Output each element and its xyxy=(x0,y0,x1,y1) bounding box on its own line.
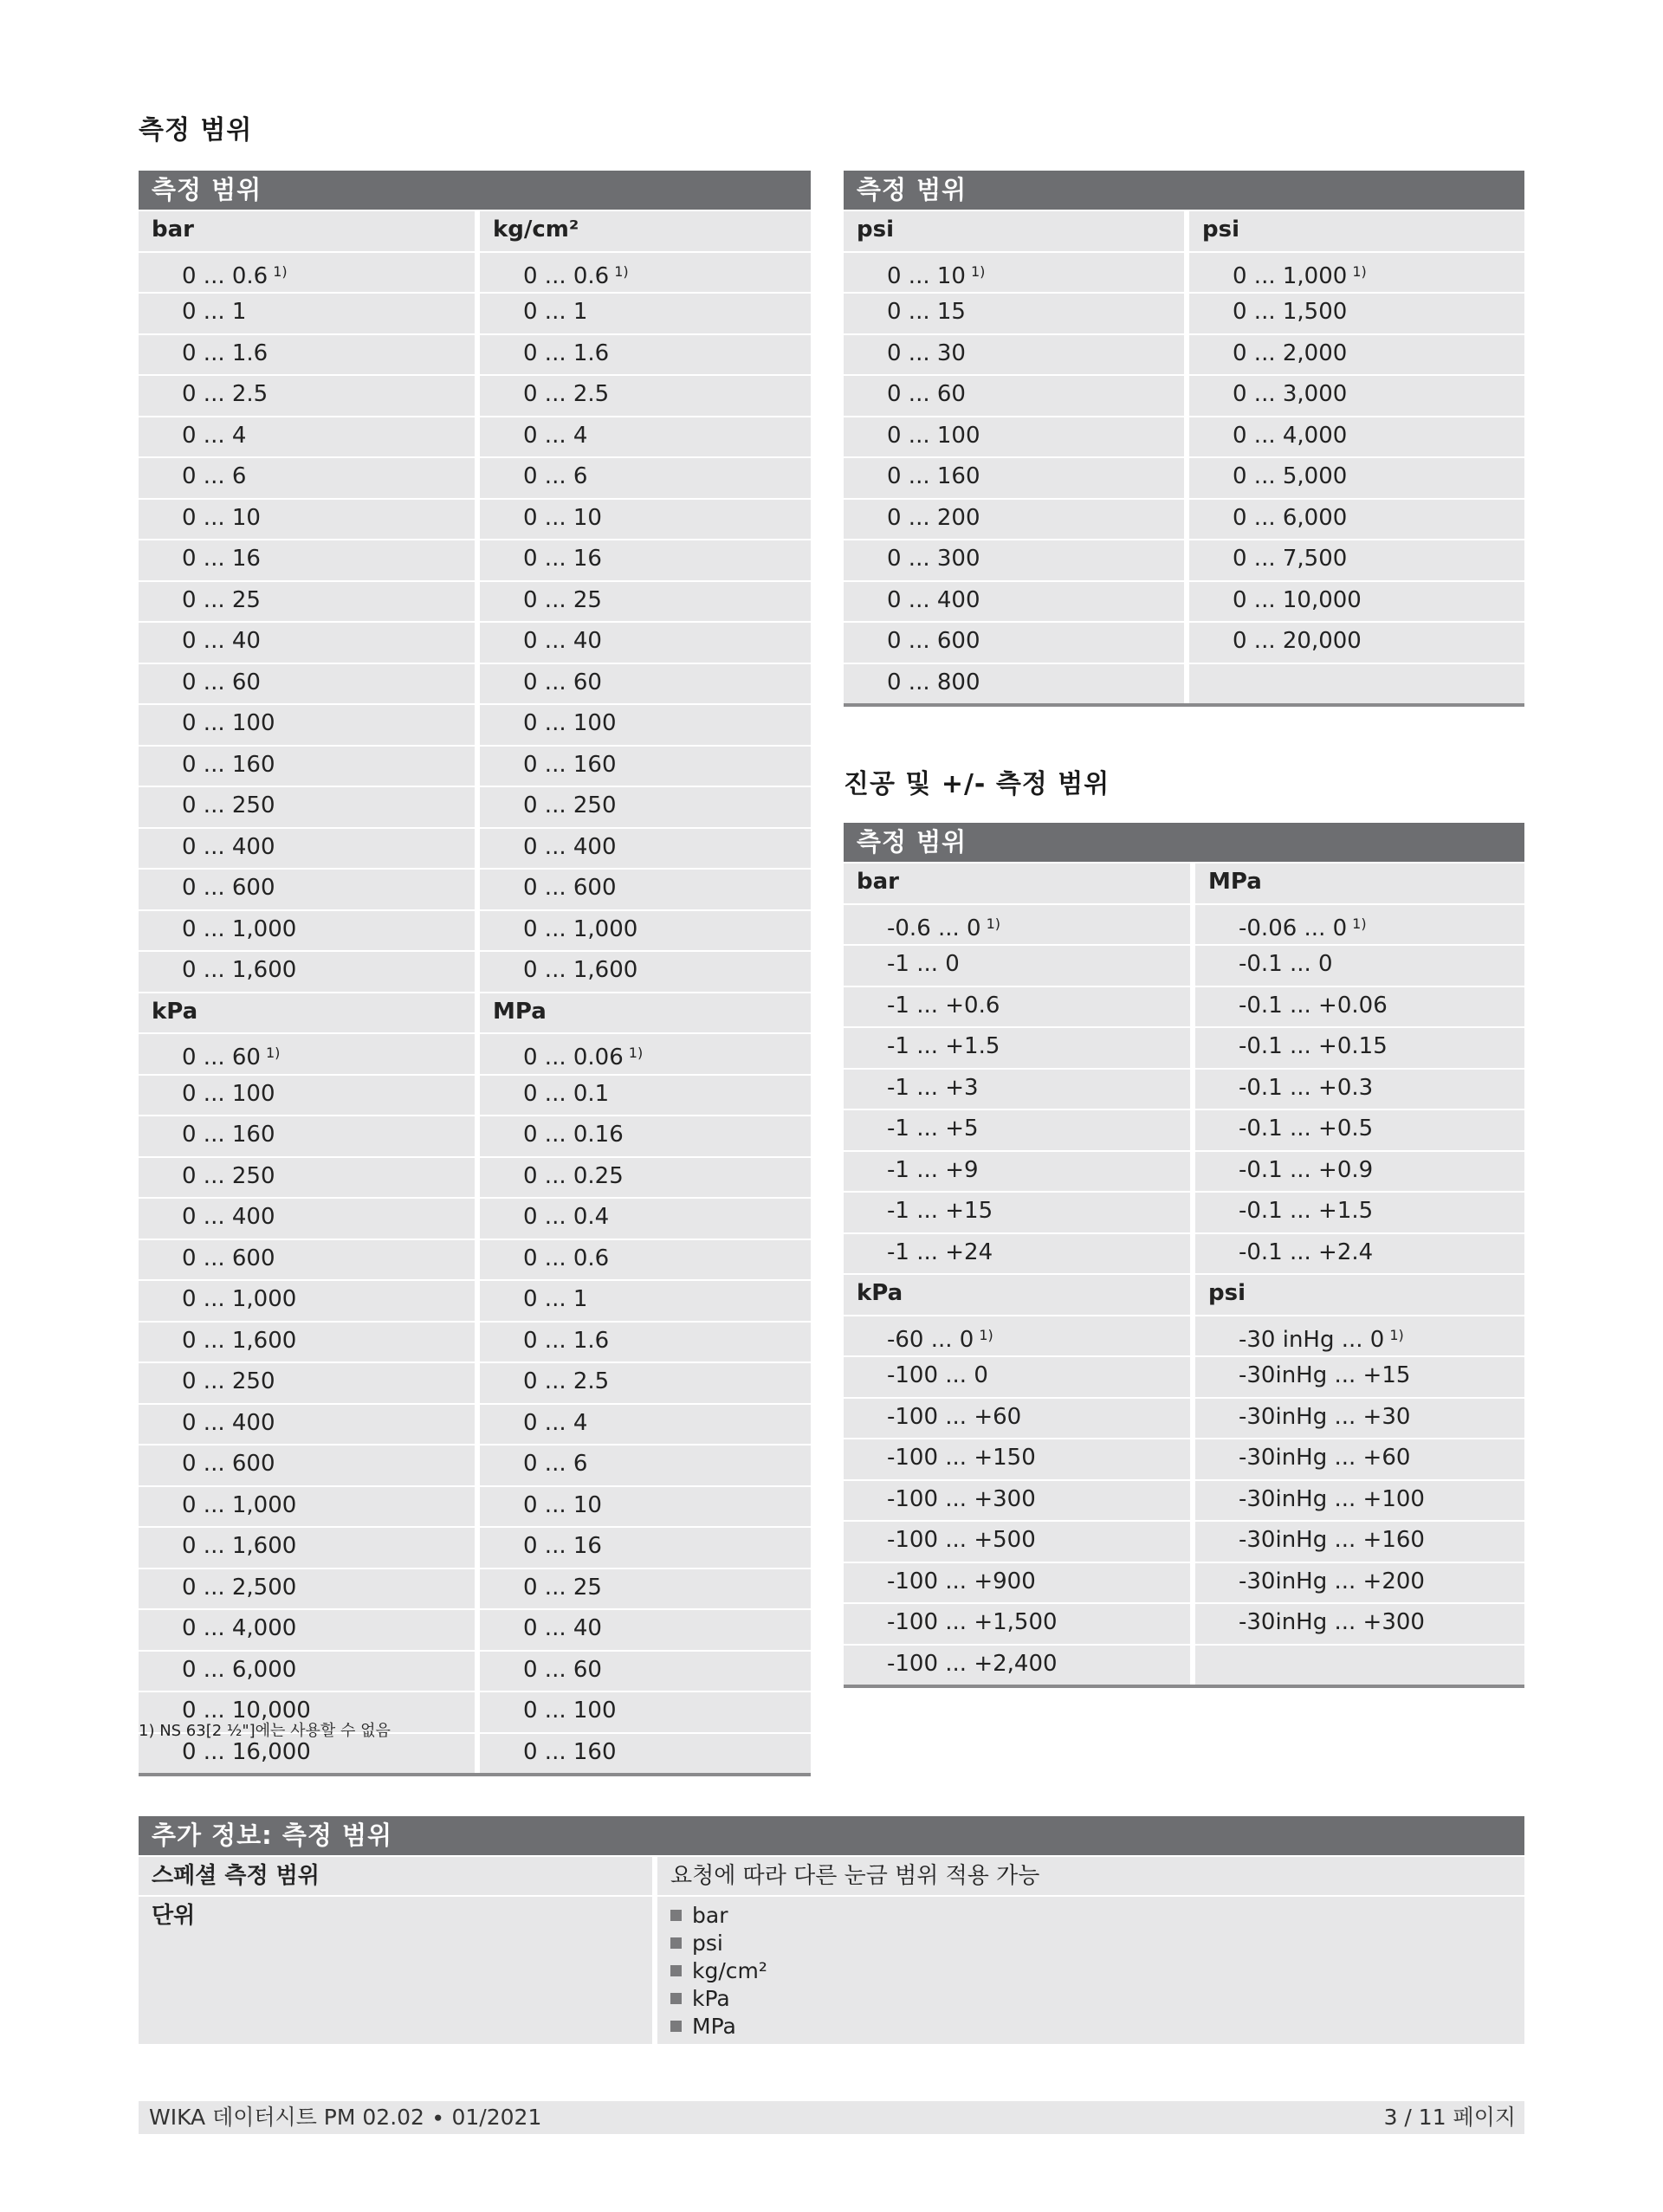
table-row xyxy=(844,986,1524,1027)
range-cell-secondary: -30inHg ... +15 xyxy=(1190,1357,1524,1397)
range-cell-primary: -0.6 ... 0 $^{1)}$ xyxy=(844,905,1190,945)
range-cell-primary: -1 ... +24 xyxy=(844,1234,1190,1274)
range-cell-secondary: 0 ... 16 xyxy=(475,540,811,580)
range-cell-secondary: 0 ... 60 xyxy=(475,1652,811,1691)
table-row xyxy=(844,903,1524,945)
range-cell-secondary: 0 ... 160 xyxy=(475,747,811,786)
footnote-marker: 1) xyxy=(1352,915,1367,932)
range-cell-primary: -60 ... 0 $^{1)}$ xyxy=(844,1316,1190,1356)
table-row xyxy=(844,292,1524,333)
unit-header-row xyxy=(139,210,811,251)
table-row xyxy=(139,498,811,540)
table-row xyxy=(139,333,811,375)
range-cell-secondary: 0 ... 5,000 xyxy=(1184,458,1524,498)
range-cell-primary: -1 ... 0 xyxy=(844,946,1190,986)
range-cell-primary: 0 ... 160 xyxy=(139,747,475,786)
range-cell-primary: -100 ... +150 xyxy=(844,1439,1190,1479)
table-row xyxy=(139,1074,811,1116)
unit-label-bar: bar xyxy=(139,211,475,251)
range-cell-primary: -1 ... +0.6 xyxy=(844,987,1190,1027)
range-cell-primary: 0 ... 1 xyxy=(139,294,475,333)
range-cell-primary: 0 ... 100 xyxy=(844,417,1184,457)
table-row xyxy=(844,251,1524,293)
table-row xyxy=(139,745,811,786)
table-row xyxy=(844,1026,1524,1068)
range-cell-primary: 0 ... 600 xyxy=(139,1240,475,1280)
table-header: 측정 범위 xyxy=(844,823,1524,862)
range-cell-secondary: -30inHg ... +60 xyxy=(1190,1439,1524,1479)
range-cell-primary: 0 ... 250 xyxy=(139,1158,475,1198)
table-row xyxy=(139,1650,811,1691)
range-cell-secondary: 0 ... 1 xyxy=(475,1281,811,1321)
table-row xyxy=(844,456,1524,498)
table-row xyxy=(139,539,811,580)
range-cell-primary: 0 ... 400 xyxy=(844,582,1184,622)
range-cell-secondary: 0 ... 2.5 xyxy=(475,1363,811,1403)
table-row xyxy=(844,498,1524,540)
range-cell-secondary: 0 ... 100 xyxy=(475,705,811,745)
table-row xyxy=(139,1239,811,1280)
range-cell-secondary: 0 ... 1.6 xyxy=(475,335,811,375)
footnote: 1) NS 63[2 ½"]에는 사용할 수 없음 xyxy=(139,1722,391,1740)
table-row xyxy=(139,1568,811,1609)
table-row xyxy=(139,827,811,869)
range-cell-secondary: 0 ... 2,000 xyxy=(1184,335,1524,375)
range-cell-secondary: 0 ... 0.06 $^{1)}$ xyxy=(475,1034,811,1074)
table-header: 측정 범위 xyxy=(139,171,811,210)
range-cell-primary: 0 ... 15 xyxy=(844,294,1184,333)
range-cell-secondary: 0 ... 1 xyxy=(475,294,811,333)
range-cell-secondary xyxy=(1184,664,1524,704)
table-row xyxy=(844,580,1524,622)
range-cell-secondary: 0 ... 1.6 xyxy=(475,1323,811,1362)
table-row xyxy=(139,950,811,992)
table-row xyxy=(844,1438,1524,1479)
table-body xyxy=(844,251,1524,704)
range-cell-secondary: 0 ... 60 xyxy=(475,664,811,704)
unit-header-row xyxy=(844,1273,1524,1315)
range-cell-secondary: -0.1 ... +0.15 xyxy=(1190,1028,1524,1068)
range-cell-primary: 0 ... 600 xyxy=(139,870,475,909)
table-row xyxy=(139,703,811,745)
range-cell-primary: 0 ... 4,000 xyxy=(139,1610,475,1650)
range-cell-secondary: 0 ... 16 xyxy=(475,1528,811,1568)
range-cell-secondary: -30inHg ... +300 xyxy=(1190,1604,1524,1644)
table-bottom-rule xyxy=(844,1685,1524,1688)
range-cell-primary: 0 ... 10 xyxy=(139,500,475,540)
range-cell-primary: 0 ... 400 xyxy=(139,1405,475,1445)
footnote-marker: 1) xyxy=(986,915,1001,932)
range-cell-primary: 0 ... 100 xyxy=(139,1076,475,1116)
square-bullet-icon xyxy=(670,1993,682,2004)
range-cell-secondary: 0 ... 4,000 xyxy=(1184,417,1524,457)
square-bullet-icon xyxy=(670,1965,682,1976)
table-row xyxy=(844,1644,1524,1685)
units-label: 단위 xyxy=(139,1897,652,2044)
range-cell-secondary: 0 ... 3,000 xyxy=(1184,376,1524,416)
table-row xyxy=(139,1444,811,1485)
range-cell-secondary: 0 ... 600 xyxy=(475,870,811,909)
table-row xyxy=(844,944,1524,986)
range-cell-secondary: 0 ... 0.4 xyxy=(475,1199,811,1239)
section-title-vacuum: 진공 및 +/- 측정 범위 xyxy=(844,769,1110,799)
range-cell-secondary: 0 ... 0.6 xyxy=(475,1240,811,1280)
table-row xyxy=(844,1315,1524,1356)
range-cell-secondary: 0 ... 10 xyxy=(475,1487,811,1527)
range-cell-secondary: -30 inHg ... 0 $^{1)}$ xyxy=(1190,1316,1524,1356)
table-row xyxy=(844,1191,1524,1232)
range-cell-secondary: 0 ... 100 xyxy=(475,1692,811,1732)
table-row xyxy=(139,1526,811,1568)
range-cell-primary: 0 ... 250 xyxy=(139,787,475,827)
range-cell-primary: 0 ... 10 $^{1)}$ xyxy=(844,253,1184,293)
table-row xyxy=(844,333,1524,375)
unit-label-kpa: kPa xyxy=(139,993,475,1033)
range-cell-secondary: -0.1 ... +1.5 xyxy=(1190,1193,1524,1232)
range-cell-secondary: 0 ... 20,000 xyxy=(1184,623,1524,663)
list-item: kPa xyxy=(670,1985,1524,2013)
range-cell-secondary: 0 ... 1,000 $^{1)}$ xyxy=(1184,253,1524,293)
table-row xyxy=(139,456,811,498)
unit-label-mpa: MPa xyxy=(475,993,811,1033)
range-cell-primary: 0 ... 300 xyxy=(844,540,1184,580)
range-cell-secondary: 0 ... 0.6 $^{1)}$ xyxy=(475,253,811,293)
range-table-bar xyxy=(139,171,811,1776)
range-cell-secondary: 0 ... 160 xyxy=(475,1734,811,1774)
range-cell-secondary: 0 ... 4 xyxy=(475,1405,811,1445)
special-range-value: 요청에 따라 다른 눈금 범위 적용 가능 xyxy=(652,1857,1524,1895)
range-cell-primary: 0 ... 1,000 xyxy=(139,911,475,951)
range-cell-secondary: -0.1 ... +0.3 xyxy=(1190,1070,1524,1109)
range-cell-primary: 0 ... 16 xyxy=(139,540,475,580)
range-cell-secondary: 0 ... 2.5 xyxy=(475,376,811,416)
range-cell-primary: 0 ... 2.5 xyxy=(139,376,475,416)
range-cell-primary: 0 ... 400 xyxy=(139,1199,475,1239)
table-row xyxy=(139,868,811,909)
range-cell-secondary: -0.1 ... +0.5 xyxy=(1190,1110,1524,1150)
table-row xyxy=(844,1520,1524,1562)
range-cell-secondary: 0 ... 400 xyxy=(475,829,811,869)
range-cell-secondary: -0.1 ... +2.4 xyxy=(1190,1234,1524,1274)
range-cell-primary: 0 ... 2,500 xyxy=(139,1569,475,1609)
range-cell-primary: 0 ... 600 xyxy=(139,1446,475,1485)
table-row xyxy=(844,416,1524,457)
unit-label-kgcm2: kg/cm² xyxy=(475,211,811,251)
table-row xyxy=(139,292,811,333)
table-bottom-rule xyxy=(139,1773,811,1776)
table-row xyxy=(139,1032,811,1074)
table-row xyxy=(139,1608,811,1650)
range-cell-secondary: 0 ... 6 xyxy=(475,458,811,498)
table-row xyxy=(139,621,811,663)
table-row xyxy=(139,1115,811,1156)
range-cell-secondary: 0 ... 7,500 xyxy=(1184,540,1524,580)
range-cell-secondary: -0.1 ... +0.06 xyxy=(1190,987,1524,1027)
table-row xyxy=(844,1109,1524,1150)
range-cell-primary: 0 ... 10,000 xyxy=(139,1692,475,1732)
footnote-marker: 1) xyxy=(1389,1326,1404,1343)
range-cell-primary: -1 ... +15 xyxy=(844,1193,1190,1232)
range-cell-secondary: 0 ... 0.25 xyxy=(475,1158,811,1198)
range-cell-primary: 0 ... 16,000 xyxy=(139,1734,475,1774)
table-row xyxy=(139,1156,811,1198)
footnote-marker: 1) xyxy=(970,262,986,280)
range-cell-primary: 0 ... 6 xyxy=(139,458,475,498)
footnote-marker: 1) xyxy=(1352,262,1367,280)
range-cell-secondary: -0.1 ... 0 xyxy=(1190,946,1524,986)
units-value xyxy=(652,1897,1524,2044)
range-cell-primary: -1 ... +3 xyxy=(844,1070,1190,1109)
footnote-marker: 1) xyxy=(273,262,288,280)
unit-label-kpa: kPa xyxy=(844,1275,1190,1315)
range-cell-secondary: 0 ... 40 xyxy=(475,1610,811,1650)
square-bullet-icon xyxy=(670,1910,682,1921)
range-cell-primary: -100 ... +1,500 xyxy=(844,1604,1190,1644)
range-cell-primary: 0 ... 1,600 xyxy=(139,1528,475,1568)
range-cell-primary: 0 ... 60 $^{1)}$ xyxy=(139,1034,475,1074)
range-cell-primary: -1 ... +5 xyxy=(844,1110,1190,1150)
range-cell-primary: 0 ... 1.6 xyxy=(139,335,475,375)
range-cell-primary: 0 ... 4 xyxy=(139,417,475,457)
range-cell-primary: 0 ... 6,000 xyxy=(139,1652,475,1691)
list-item: psi xyxy=(670,1930,1524,1957)
range-cell-primary: -100 ... +2,400 xyxy=(844,1646,1190,1685)
table-row xyxy=(844,1397,1524,1439)
table-row xyxy=(139,1279,811,1321)
table-body xyxy=(844,1315,1524,1685)
range-cell-secondary: 0 ... 25 xyxy=(475,1569,811,1609)
range-cell-secondary: 0 ... 6,000 xyxy=(1184,500,1524,540)
range-cell-secondary: -30inHg ... +100 xyxy=(1190,1481,1524,1521)
units-list xyxy=(670,1897,1524,2046)
range-cell-primary: 0 ... 800 xyxy=(844,664,1184,704)
unit-label-psi: psi xyxy=(1184,211,1524,251)
range-cell-secondary: -0.1 ... +0.9 xyxy=(1190,1152,1524,1192)
range-cell-primary: 0 ... 100 xyxy=(139,705,475,745)
range-cell-primary: 0 ... 250 xyxy=(139,1363,475,1403)
square-bullet-icon xyxy=(670,1937,682,1949)
table-row xyxy=(139,416,811,457)
range-cell-secondary xyxy=(1190,1646,1524,1685)
range-cell-primary: 0 ... 30 xyxy=(844,335,1184,375)
table-row xyxy=(844,1562,1524,1603)
table-row xyxy=(844,1355,1524,1397)
table-row xyxy=(139,1197,811,1239)
range-cell-primary: -1 ... +1.5 xyxy=(844,1028,1190,1068)
range-cell-secondary: -30inHg ... +30 xyxy=(1190,1399,1524,1439)
footnote-marker: 1) xyxy=(979,1326,993,1343)
range-cell-secondary: -0.06 ... 0 $^{1)}$ xyxy=(1190,905,1524,945)
range-cell-primary: -1 ... +9 xyxy=(844,1152,1190,1192)
table-body xyxy=(139,251,811,992)
table-row xyxy=(139,580,811,622)
range-cell-secondary: 0 ... 1,500 xyxy=(1184,294,1524,333)
range-cell-secondary: 0 ... 6 xyxy=(475,1446,811,1485)
range-cell-primary: -100 ... +500 xyxy=(844,1522,1190,1562)
additional-info-table xyxy=(139,1816,1524,2044)
range-cell-primary: -100 ... +900 xyxy=(844,1563,1190,1603)
footnote-marker: 1) xyxy=(265,1045,281,1061)
range-cell-primary: 0 ... 400 xyxy=(139,829,475,869)
table-row xyxy=(139,909,811,951)
range-cell-secondary: 0 ... 1,000 xyxy=(475,911,811,951)
unit-label-psi: psi xyxy=(1190,1275,1524,1315)
range-cell-primary: 0 ... 25 xyxy=(139,582,475,622)
table-row xyxy=(139,251,811,293)
range-cell-primary: 0 ... 60 xyxy=(139,664,475,704)
range-table-psi xyxy=(844,171,1524,707)
range-cell-primary: 0 ... 40 xyxy=(139,623,475,663)
table-row xyxy=(844,1232,1524,1274)
range-cell-secondary: 0 ... 0.16 xyxy=(475,1116,811,1156)
unit-header-row xyxy=(139,992,811,1033)
special-range-label: 스페셜 측정 범위 xyxy=(139,1857,652,1895)
range-cell-primary: 0 ... 1,600 xyxy=(139,1323,475,1362)
unit-header-row xyxy=(844,210,1524,251)
range-cell-primary: -100 ... +60 xyxy=(844,1399,1190,1439)
table-row xyxy=(844,663,1524,704)
range-cell-primary: 0 ... 160 xyxy=(844,458,1184,498)
table-row xyxy=(844,374,1524,416)
table-row xyxy=(139,1361,811,1403)
table-row xyxy=(844,1068,1524,1109)
list-item: kg/cm² xyxy=(670,1957,1524,1985)
table-header: 측정 범위 xyxy=(844,171,1524,210)
range-cell-secondary: 0 ... 250 xyxy=(475,787,811,827)
table-row xyxy=(844,621,1524,663)
table-body xyxy=(139,1032,811,1773)
range-cell-primary: 0 ... 1,600 xyxy=(139,952,475,992)
range-cell-primary: 0 ... 1,000 xyxy=(139,1487,475,1527)
range-cell-primary: 0 ... 160 xyxy=(139,1116,475,1156)
table-header: 추가 정보: 측정 범위 xyxy=(139,1816,1524,1855)
range-cell-primary: -100 ... 0 xyxy=(844,1357,1190,1397)
units-row xyxy=(139,1895,1524,2044)
range-cell-secondary: 0 ... 0.1 xyxy=(475,1076,811,1116)
range-cell-secondary: 0 ... 25 xyxy=(475,582,811,622)
range-cell-secondary: 0 ... 1,600 xyxy=(475,952,811,992)
range-cell-secondary: 0 ... 4 xyxy=(475,417,811,457)
table-body xyxy=(844,903,1524,1274)
table-row xyxy=(139,1485,811,1527)
square-bullet-icon xyxy=(670,2021,682,2032)
unit-label-psi: psi xyxy=(844,211,1184,251)
range-cell-primary: 0 ... 1,000 xyxy=(139,1281,475,1321)
table-row xyxy=(139,786,811,827)
range-cell-primary: 0 ... 60 xyxy=(844,376,1184,416)
unit-header-row xyxy=(844,862,1524,903)
range-cell-secondary: 0 ... 40 xyxy=(475,623,811,663)
table-row xyxy=(139,663,811,704)
range-cell-secondary: 0 ... 10 xyxy=(475,500,811,540)
table-row xyxy=(844,1479,1524,1521)
range-cell-primary: -100 ... +300 xyxy=(844,1481,1190,1521)
special-range-row xyxy=(139,1855,1524,1895)
range-table-vacuum xyxy=(844,823,1524,1688)
footer-page-number: 3 / 11 페이지 xyxy=(1383,2105,1516,2130)
table-row xyxy=(844,1150,1524,1192)
range-cell-secondary: -30inHg ... +160 xyxy=(1190,1522,1524,1562)
range-cell-secondary: -30inHg ... +200 xyxy=(1190,1563,1524,1603)
page-footer xyxy=(139,2101,1524,2134)
range-cell-secondary: 0 ... 10,000 xyxy=(1184,582,1524,622)
range-cell-primary: 0 ... 0.6 $^{1)}$ xyxy=(139,253,475,293)
range-cell-primary: 0 ... 600 xyxy=(844,623,1184,663)
table-row xyxy=(844,1602,1524,1644)
table-row xyxy=(139,374,811,416)
footnote-marker: 1) xyxy=(614,262,629,280)
table-row xyxy=(844,539,1524,580)
table-row xyxy=(139,1321,811,1362)
footnote-marker: 1) xyxy=(628,1045,644,1061)
table-row xyxy=(139,1403,811,1445)
page-title: 측정 범위 xyxy=(139,115,253,146)
list-item: bar xyxy=(670,1902,1524,1930)
unit-label-mpa: MPa xyxy=(1190,863,1524,903)
table-bottom-rule xyxy=(844,703,1524,707)
list-item: MPa xyxy=(670,2013,1524,2041)
footer-document-id: WIKA 데이터시트 PM 02.02 ∙ 01/2021 xyxy=(149,2105,542,2130)
range-cell-primary: 0 ... 200 xyxy=(844,500,1184,540)
unit-label-bar: bar xyxy=(844,863,1190,903)
